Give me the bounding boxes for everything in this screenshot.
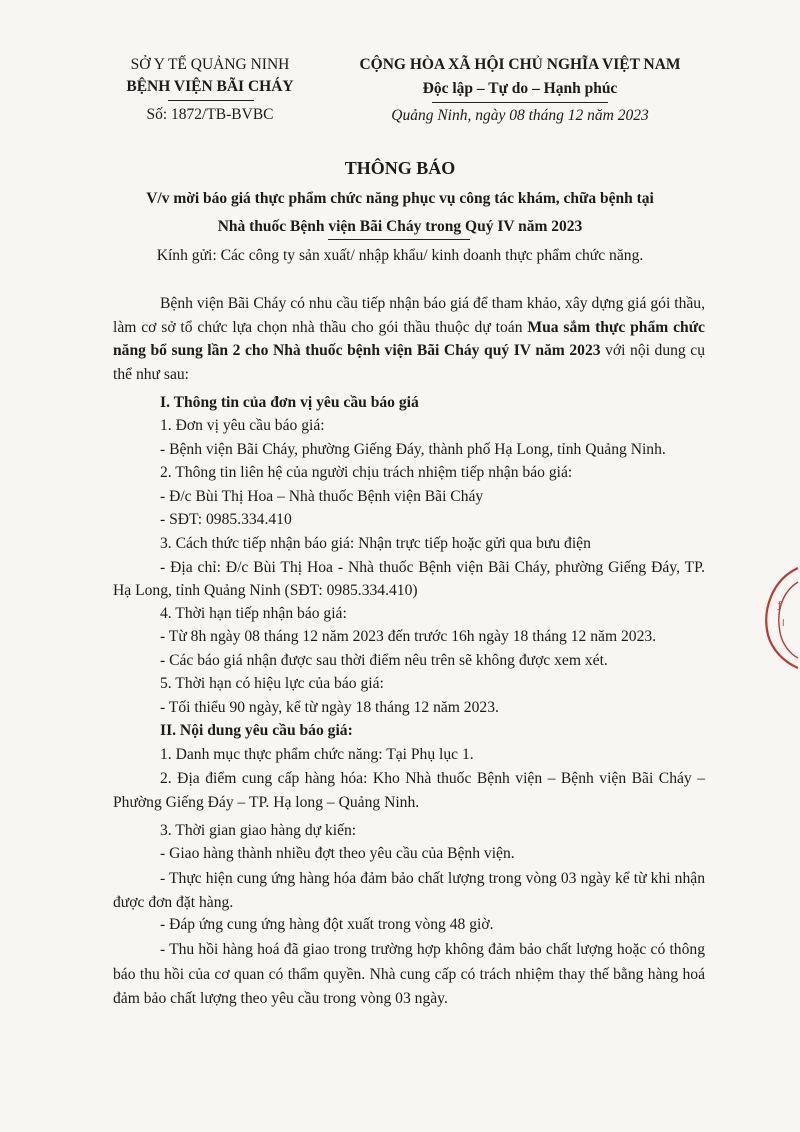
republic-heading: CỘNG HÒA XÃ HỘI CHỦ NGHĨA VIỆT NAM xyxy=(359,56,681,73)
s1-line-7: - Địa chỉ: Đ/c Bùi Thị Hoa - Nhà thuốc Bệnh viện Bãi Cháy, phường Giếng Đáy, TP. Hạ Long, tỉnh Quảng Ninh (SĐT: 0985.334.410) xyxy=(113,559,705,599)
hospital-name: BỆNH VIỆN BÃI CHÁY xyxy=(126,78,294,95)
s1-line-4: - Đ/c Bùi Thị Hoa – Nhà thuốc Bệnh viện Bãi Cháy xyxy=(160,488,484,505)
s1-line-9: - Từ 8h ngày 08 tháng 12 năm 2023 đến trước 16h ngày 18 tháng 12 năm 2023. xyxy=(160,628,657,645)
subject-underline xyxy=(328,239,470,240)
svg-text:l: l xyxy=(782,619,785,629)
section-1-heading: I. Thông tin của đơn vị yêu cầu báo giá xyxy=(160,394,419,411)
national-motto: Độc lập – Tự do – Hạnh phúc xyxy=(422,80,618,97)
subject-line-1: V/v mời báo giá thực phẩm chức năng phục vụ công tác khám, chữa bệnh tại xyxy=(146,190,654,207)
s1-line-11: 5. Thời hạn có hiệu lực của báo giá: xyxy=(160,675,384,692)
hospital-underline xyxy=(168,100,254,101)
red-seal-stamp xyxy=(752,560,800,670)
document-number: Số: 1872/TB-BVBC xyxy=(146,106,274,123)
agency-name: SỞ Y TẾ QUẢNG NINH xyxy=(130,56,290,73)
s2-line-4: - Giao hàng thành nhiều đợt theo yêu cầu của Bệnh viện. xyxy=(160,845,515,862)
s1-line-2: - Bệnh viện Bãi Cháy, phường Giếng Đáy, thành phố Hạ Long, tỉnh Quảng Ninh. xyxy=(160,441,666,458)
s1-line-8: 4. Thời hạn tiếp nhận báo giá: xyxy=(160,605,347,622)
s1-line-5: - SĐT: 0985.334.410 xyxy=(160,511,292,528)
s2-line-6: - Đáp ứng cung ứng hàng đột xuất trong vòng 48 giờ. xyxy=(160,916,494,933)
intro-bold-package: Mua sắm thực phẩm chức năng bổ sung lần 2 cho Nhà thuốc bệnh viện Bãi Cháy quý IV năm 2023 xyxy=(113,318,705,359)
document-title: THÔNG BÁO xyxy=(344,158,456,178)
s2-line-5: - Thực hiện cung ứng hàng hóa đảm bảo chất lượng trong vòng 03 ngày kể từ khi nhận được đơn đặt hàng. xyxy=(113,870,705,911)
s1-line-6: 3. Cách thức tiếp nhận báo giá: Nhận trực tiếp hoặc gửi qua bưu điện xyxy=(160,535,591,552)
s2-line-7: - Thu hồi hàng hoá đã giao trong trường hợp không đảm bảo chất lượng hoặc có thông báo thu hồi của cơ quan có thẩm quyền. Nhà cung cấp có trách nhiệm thay thế bằng hàng hoá đảm bảo chất lượng theo yêu cầu trong vòng 03 ngày. xyxy=(113,941,705,1007)
intro-paragraph xyxy=(113,292,705,386)
s1-line-10: - Các báo giá nhận được sau thời điểm nêu trên sẽ không được xem xét. xyxy=(160,652,608,669)
s1-line-12: - Tối thiểu 90 ngày, kể từ ngày 18 tháng 12 năm 2023. xyxy=(160,699,499,716)
s2-line-1: 1. Danh mục thực phẩm chức năng: Tại Phụ lục 1. xyxy=(160,746,474,763)
motto-underline xyxy=(432,102,608,103)
s1-line-3: 2. Thông tin liên hệ của người chịu trách nhiệm tiếp nhận báo giá: xyxy=(160,464,573,481)
place-date: Quảng Ninh, ngày 08 tháng 12 năm 2023 xyxy=(391,107,649,124)
s1-line-1: 1. Đơn vị yêu cầu báo giá: xyxy=(160,417,325,434)
section-2-heading: II. Nội dung yêu cầu báo giá: xyxy=(160,722,353,739)
recipient-line: Kính gửi: Các công ty sản xuất/ nhập khẩu/ kinh doanh thực phẩm chức năng. xyxy=(156,247,644,264)
intro-text-2: với nội dung cụ thể như sau: xyxy=(113,342,705,383)
s2-line-2: 2. Địa điểm cung cấp hàng hóa: Kho Nhà thuốc Bệnh viện – Bệnh viện Bãi Cháy – Phường Giếng Đáy – TP. Hạ long – Quảng Ninh. xyxy=(113,770,705,811)
intro-text-1: Bệnh viện Bãi Cháy có nhu cầu tiếp nhận báo giá để tham khảo, xây dựng giá gói thầu, làm cơ sở tổ chức lựa chọn nhà thầu cho gói thầu thuộc dự toán xyxy=(113,295,705,336)
svg-text:ƒ: ƒ xyxy=(778,601,782,611)
subject-line-2: Nhà thuốc Bệnh viện Bãi Cháy trong Quý IV năm 2023 xyxy=(217,218,583,235)
s2-line-3: 3. Thời gian giao hàng dự kiến: xyxy=(160,822,357,839)
